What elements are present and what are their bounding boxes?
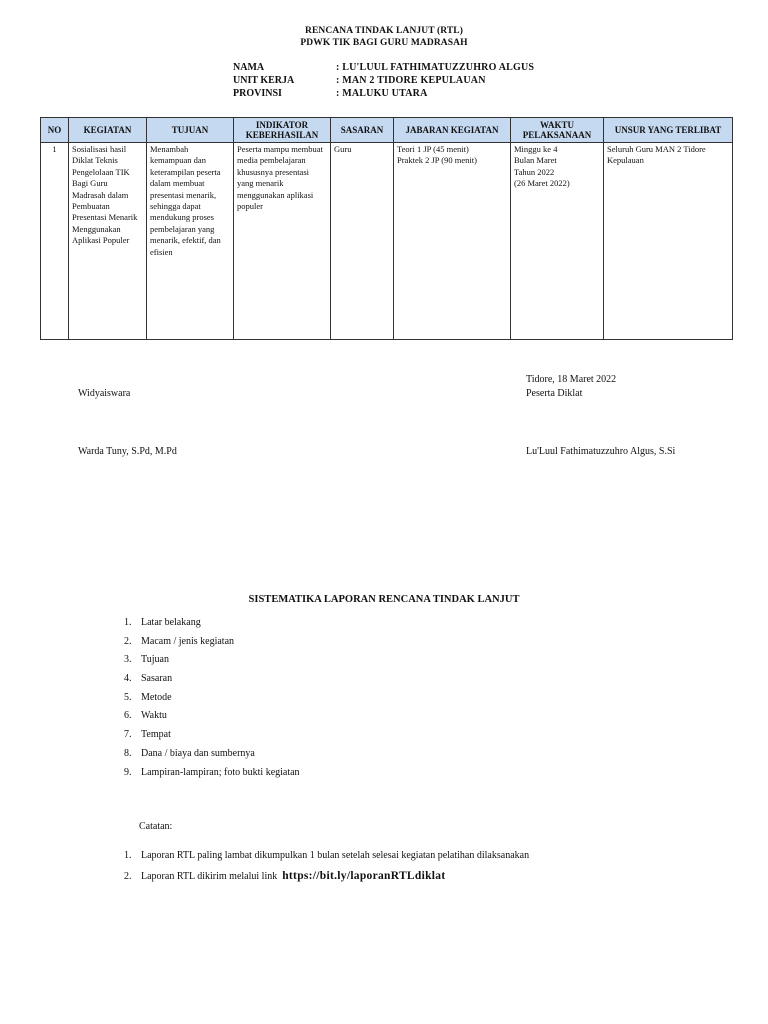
waktu-tahun: Tahun 2022 [514,166,555,177]
peserta-label: Peserta Diklat [526,388,583,399]
cell-jabaran [394,143,511,340]
jabaran-teori: Teori 1 JP (45 menit) [397,144,469,154]
header-jabaran: JABARAN KEGIATAN [394,118,511,143]
header-unsur: UNSUR YANG TERLIBAT [604,118,733,143]
cell-waktu [511,143,604,340]
list-item: 2. Laporan RTL dikirim melalui link https://bit.ly/laporanRTLdiklat [124,870,446,882]
header-waktu: WAKTU PELAKSANAAN [511,118,604,143]
list-item: 1. Latar belakang [124,617,201,628]
list-item: 2. Macam / jenis kegiatan [124,635,235,647]
header-sasaran: SASARAN [331,118,394,143]
cell-tujuan: Menambah kemampuan dan keterampilan peserta dalam membuat presentasi menarik, sehingga dapat mendukung proses pembelajaran yang menarik, efektif, dan efisien [147,143,234,340]
list-item: 4. Sasaran [124,673,173,685]
list-item: 8. Dana / biaya dan sumbernya [124,747,255,759]
catatan-label: Catatan: [139,821,173,832]
header-indikator: INDIKATOR KEBERHASILAN [234,118,331,143]
waktu-tanggal: (26 Maret 2022) [514,178,570,189]
cell-indikator: Peserta mampu membuat media pembelajaran khususnya presentasi yang menarik menggunakan aplikasi populer [234,143,331,340]
cell-unsur: Seluruh Guru MAN 2 Tidore Kepulauan [604,143,733,340]
catatan-submit-text: Laporan RTL dikirim melalui link [141,871,278,882]
cell-no: 1 [41,143,69,340]
header-tujuan: TUJUAN [147,118,234,143]
nama-value: : LU'LUUL FATHIMATUZZUHRO ALGUS [336,62,535,73]
table-row [41,143,733,340]
widyaiswara-name: Warda Tuny, S.Pd, M.Pd [78,446,177,457]
peserta-name: Lu'Luul Fathimatuzzuhro Algus, S.Si [526,446,676,457]
table-header-row [41,118,733,143]
provinsi-value: : MALUKU UTARA [336,88,428,99]
catatan-list [124,849,529,889]
rtl-table [40,117,733,340]
waktu-minggu: Minggu ke 4 [514,144,558,154]
provinsi-label: PROVINSI [233,88,282,99]
catatan-deadline: Laporan RTL paling lambat dikumpulkan 1 bulan setelah selesai kegiatan pelatihan dilaksanakan [141,850,530,861]
cell-sasaran: Guru [331,143,394,340]
waktu-bulan: Bulan Maret [514,155,557,166]
unit-kerja-value: : MAN 2 TIDORE KEPULAUAN [336,75,486,86]
list-item: 7. Tempat [124,729,171,741]
list-item: 9. Lampiran-lampiran; foto bukti kegiatan [124,766,300,778]
nama-label: NAMA [233,62,265,73]
document-title: RENCANA TINDAK LANJUT (RTL) [305,26,463,36]
document-subtitle: PDWK TIK BAGI GURU MADRASAH [300,38,468,48]
laporan-link[interactable]: https://bit.ly/laporanRTLdiklat [282,870,446,882]
widyaiswara-label: Widyaiswara [78,388,131,399]
list-item: 5. Metode [124,691,172,703]
cell-kegiatan: Sosialisasi hasil Diklat Teknis Pengelolaan TIK Bagi Guru Madrasah dalam Pembuatan Presentasi Menarik Menggunakan Aplikasi Populer [69,143,147,340]
jabaran-praktek: Praktek 2 JP (90 menit) [397,155,477,166]
list-item: 1. Laporan RTL paling lambat dikumpulkan 1 bulan setelah selesai kegiatan pelatihan dilaksanakan [124,850,530,861]
header-no: NO [41,118,69,143]
list-item: 6. Waktu [124,710,167,722]
header-kegiatan: KEGIATAN [69,118,147,143]
sistematika-list [124,616,300,784]
place-date: Tidore, 18 Maret 2022 [526,374,617,385]
unit-kerja-label: UNIT KERJA [233,75,295,86]
sistematika-title: SISTEMATIKA LAPORAN RENCANA TINDAK LANJUT [248,594,520,605]
list-item: 3. Tujuan [124,654,169,666]
